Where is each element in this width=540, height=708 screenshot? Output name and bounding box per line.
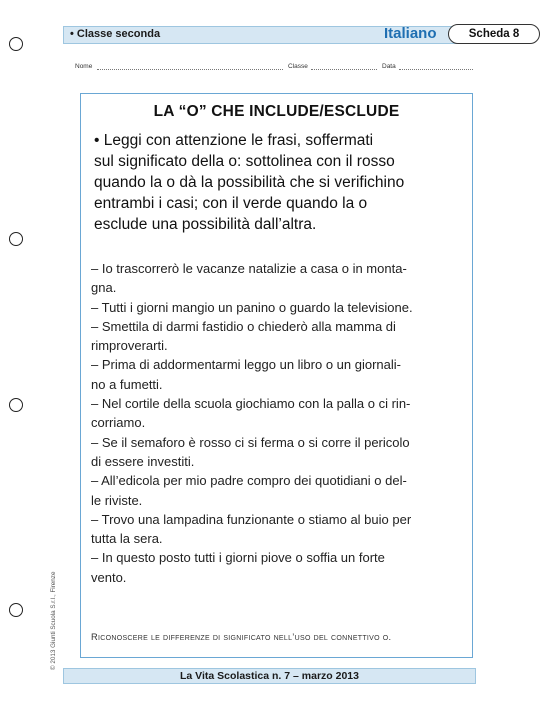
grade-label: • Classe seconda (70, 28, 161, 40)
instruction-line: quando la o dà la possibilità che si verifichino (94, 174, 405, 191)
sentence-line: le riviste. (91, 492, 143, 508)
sentence-line: – In questo posto tutti i giorni piove o soffia un forte (91, 550, 385, 566)
sentence-line: – Io trascorrerò le vacanze natalizie a casa o in monta- (91, 261, 407, 276)
sentence-line: tutta la sera. (91, 531, 163, 547)
binder-hole-4 (9, 603, 23, 617)
sentence-line: – Smettila di darmi fastidio o chiederò alla mamma di (91, 318, 396, 334)
binder-hole-2 (9, 232, 23, 246)
sentence-line: – Se il semaforo è rosso ci si ferma o si corre il pericolo (91, 434, 410, 450)
worksheet-title: LA “O” CHE INCLUDE/ESCLUDE (153, 103, 400, 120)
instructions (94, 130, 464, 235)
worksheet-card (80, 93, 473, 658)
sentence-line: – Nel cortile della scuola giochiamo con la palla o ci rin- (91, 396, 411, 412)
learning-objective: Riconoscere le differenze di significato nell’uso del connettivo o. (91, 632, 392, 642)
sentence-line: gna. (91, 280, 117, 296)
sentence-line: – All’edicola per mio padre compro dei quotidiani o del- (91, 473, 407, 489)
sentence-line: vento. (91, 569, 127, 585)
student-fields (75, 63, 475, 77)
subject-label: Italiano (384, 25, 437, 42)
class-field-line[interactable] (311, 69, 377, 70)
name-field-line[interactable] (97, 69, 283, 70)
date-field-label: Data (382, 63, 396, 70)
sentence-line: – Tutti i giorni mangio un panino o guardo la televisione. (91, 299, 413, 315)
sentence-line: no a fumetti. (91, 376, 163, 392)
copyright-note: © 2013 Giunti Scuola S.r.l., Firenze (50, 571, 57, 670)
binder-hole-3 (9, 398, 23, 412)
instruction-line: sul significato della o: sottolinea con il rosso (94, 153, 395, 170)
instruction-line: • Leggi con attenzione le frasi, soffermati (94, 132, 374, 149)
instruction-line: esclude una possibilità dall’altra. (94, 216, 317, 233)
sentence-line: – Prima di addormentarmi leggo un libro o un giornali- (91, 357, 401, 373)
sentence-line: corriamo. (91, 415, 146, 431)
instruction-line: entrambi i casi; con il verde quando la o (94, 195, 368, 212)
name-field-label: Nome (75, 63, 93, 70)
footer-bar: La Vita Scolastica n. 7 – marzo 2013 (63, 668, 476, 684)
class-field-label: Classe (288, 63, 308, 70)
date-field-line[interactable] (399, 69, 473, 70)
sheet-badge: Scheda 8 (448, 24, 540, 44)
sentence-line: rimproverarti. (91, 338, 168, 354)
sentence-line: – Trovo una lampadina funzionante o stiamo al buio per (91, 511, 412, 527)
binder-hole-1 (9, 37, 23, 51)
sentence-line: di essere investiti. (91, 453, 195, 469)
header-bar (63, 25, 520, 44)
sentence-list (91, 259, 467, 587)
